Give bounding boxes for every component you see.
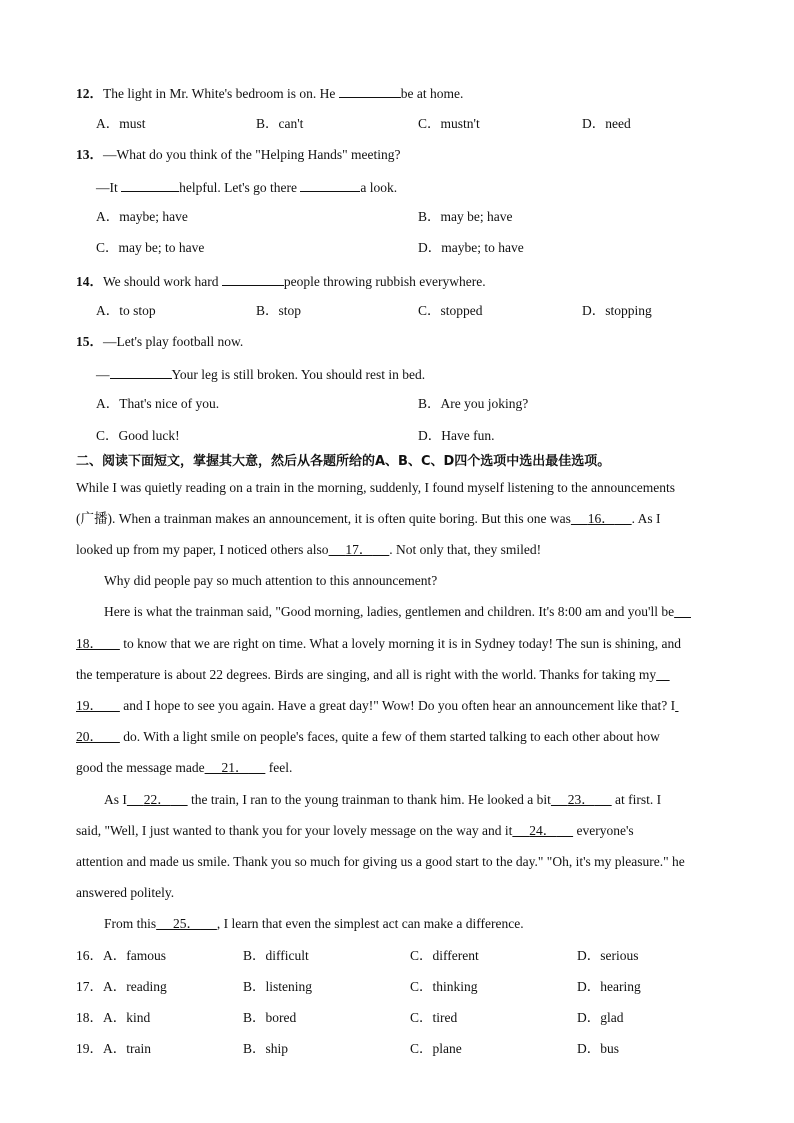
blank-17: [329, 542, 390, 557]
blank-number: 25．: [173, 916, 201, 931]
passage-text: . As I: [631, 511, 661, 526]
answer-row-19: [76, 1040, 151, 1058]
passage-line: [104, 603, 774, 621]
option-a[interactable]: A．kind: [103, 1010, 151, 1025]
question-text: We should work hard: [103, 274, 222, 289]
option-c[interactable]: C．different: [410, 948, 479, 963]
passage-text: everyone's: [573, 823, 634, 838]
question-number: 17．: [76, 979, 103, 994]
question-number: 16．: [76, 948, 103, 963]
answer-blank: [300, 177, 360, 192]
answer-blank: [121, 177, 179, 192]
passage-line: [76, 635, 746, 653]
passage-line: While I was quietly reading on a train in the morning, suddenly, I found myself listening to the announcements: [76, 480, 675, 495]
blank-number: 19．: [76, 698, 103, 713]
question-12-stem: [76, 83, 754, 103]
passage-line: attention and made us smile. Thank you so much for giving us a good start to the day." "Oh, it's my pleasure." he: [76, 854, 685, 869]
blank-number: 21．: [221, 760, 249, 775]
question-text: —Let's play football now.: [103, 334, 244, 349]
option-d[interactable]: D．maybe; to have: [418, 240, 524, 255]
option-d[interactable]: D．need: [582, 116, 631, 131]
blank-underline: [674, 604, 691, 619]
blank-number: 22．: [143, 792, 171, 807]
question-number: 15．: [76, 334, 103, 349]
option-d[interactable]: D．bus: [577, 1041, 620, 1056]
option-c[interactable]: C．mustn't: [418, 116, 480, 131]
blank-16: [571, 511, 632, 526]
blank-number: 17．: [345, 542, 373, 557]
option-c[interactable]: C．tired: [410, 1010, 458, 1025]
question-number: 12．: [76, 86, 103, 101]
blank-underline: [656, 667, 670, 682]
option-c[interactable]: C．Good luck!: [96, 428, 180, 443]
option-b[interactable]: B．may be; have: [418, 209, 513, 224]
question-text: —What do you think of the "Helping Hands" meeting?: [103, 147, 401, 162]
question-number: 14．: [76, 274, 103, 289]
answer-blank: [222, 271, 284, 286]
option-a[interactable]: A．to stop: [96, 303, 156, 318]
question-number: 13．: [76, 147, 103, 162]
question-text: The light in Mr. White's bedroom is on. He: [103, 86, 339, 101]
passage-line: [76, 759, 746, 777]
blank-number: 23．: [567, 792, 595, 807]
blank-25: [156, 916, 217, 931]
option-c[interactable]: C．thinking: [410, 979, 478, 994]
question-text: be at home.: [400, 86, 464, 101]
question-text: people throwing rubbish everywhere.: [283, 274, 486, 289]
option-d[interactable]: D．Have fun.: [418, 428, 495, 443]
blank-number: 16．: [587, 511, 615, 526]
answer-row-17: [76, 978, 167, 996]
question-14-stem: [76, 271, 754, 291]
blank-number: 24．: [529, 823, 557, 838]
option-b[interactable]: B．stop: [256, 303, 302, 318]
answer-blank: [339, 83, 401, 98]
question-text: —It: [96, 180, 122, 195]
passage-text: said, "Well, I just wanted to thank you for your lovely message on the way and it: [76, 823, 513, 838]
blank-underline: [675, 698, 678, 713]
option-a[interactable]: A．That's nice of you.: [96, 396, 220, 411]
answer-row-16: [76, 947, 166, 965]
passage-text: feel.: [265, 760, 293, 775]
passage-line: [104, 915, 774, 933]
option-a[interactable]: A．train: [103, 1041, 151, 1056]
passage-text: . Not only that, they smiled!: [389, 542, 542, 557]
option-a[interactable]: A．must: [96, 116, 146, 131]
option-c[interactable]: C．plane: [410, 1041, 462, 1056]
option-b[interactable]: B．difficult: [243, 948, 309, 963]
option-b[interactable]: B．ship: [243, 1041, 289, 1056]
passage-text: and I hope to see you again. Have a great day!" Wow! Do you often hear an announcement like that? I: [119, 698, 676, 713]
question-13-stem: [76, 146, 754, 164]
option-d[interactable]: D．hearing: [577, 979, 641, 994]
answer-row-18: [76, 1009, 150, 1027]
passage-text: do. With a light smile on people's faces, quite a few of them started talking to each other about how: [119, 729, 660, 744]
passage-line: [76, 666, 746, 684]
blank-20: [76, 729, 120, 744]
passage-line: [76, 822, 746, 840]
blank-22: [127, 792, 188, 807]
passage-text: (广播). When a trainman makes an announcement, it is often quite boring. But this one was: [76, 511, 571, 526]
passage-text: good the message made: [76, 760, 205, 775]
passage-text: As I: [104, 792, 127, 807]
option-d[interactable]: D．glad: [577, 1010, 624, 1025]
blank-21: [205, 760, 266, 775]
passage-line: [104, 791, 774, 809]
question-text: a look.: [360, 180, 398, 195]
passage-text: to know that we are right on time. What a lovely morning it is in Sydney today! The sun is shining, and: [119, 636, 682, 651]
passage-text: the temperature is about 22 degrees. Birds are singing, and all is right with the world. Thanks for taking my: [76, 667, 657, 682]
option-a[interactable]: A．reading: [103, 979, 167, 994]
passage-text: From this: [104, 916, 157, 931]
passage-line: answered politely.: [76, 885, 175, 900]
question-13-line2: [96, 177, 397, 197]
question-15-line2: [96, 364, 425, 384]
option-d[interactable]: D．stopping: [582, 303, 652, 318]
blank-number: 20．: [76, 729, 103, 744]
blank-19: [76, 698, 120, 713]
blank-24: [512, 823, 573, 838]
question-number: 19．: [76, 1041, 103, 1056]
option-b[interactable]: B．bored: [243, 1010, 297, 1025]
question-text: Your leg is still broken. You should rest in bed.: [171, 367, 426, 382]
option-a[interactable]: A．maybe; have: [96, 209, 188, 224]
question-text: helpful. Let's go there: [179, 180, 301, 195]
passage-text: , I learn that even the simplest act can make a difference.: [216, 916, 524, 931]
option-a[interactable]: A．famous: [103, 948, 166, 963]
passage-text: Here is what the trainman said, "Good morning, ladies, gentlemen and children. It's 8:00 am and you'll be: [104, 604, 675, 619]
answer-blank: [110, 364, 172, 379]
question-text: —: [96, 367, 110, 382]
option-b[interactable]: B．listening: [243, 979, 313, 994]
blank-23: [551, 792, 612, 807]
option-d[interactable]: D．serious: [577, 948, 639, 963]
passage-line: [76, 541, 746, 559]
section-heading: 二、阅读下面短文，掌握其大意，然后从各题所给的A、B、C、D四个选项中选出最佳选项。: [76, 454, 611, 469]
passage-text: looked up from my paper, I noticed others also: [76, 542, 329, 557]
question-number: 18．: [76, 1010, 103, 1025]
option-b[interactable]: B．Are you joking?: [418, 396, 529, 411]
passage-line: Why did people pay so much attention to this announcement?: [104, 573, 438, 588]
passage-line: [76, 728, 746, 746]
passage-line: [76, 697, 746, 715]
option-c[interactable]: C．may be; to have: [96, 240, 205, 255]
passage-text: at first. I: [611, 792, 662, 807]
option-b[interactable]: B．can't: [256, 116, 304, 131]
blank-18: [76, 636, 120, 651]
passage-text: the train, I ran to the young trainman to thank him. He looked a bit: [187, 792, 551, 807]
passage-line: [76, 510, 746, 528]
blank-number: 18．: [76, 636, 103, 651]
question-15-stem: [76, 333, 754, 351]
option-c[interactable]: C．stopped: [418, 303, 483, 318]
